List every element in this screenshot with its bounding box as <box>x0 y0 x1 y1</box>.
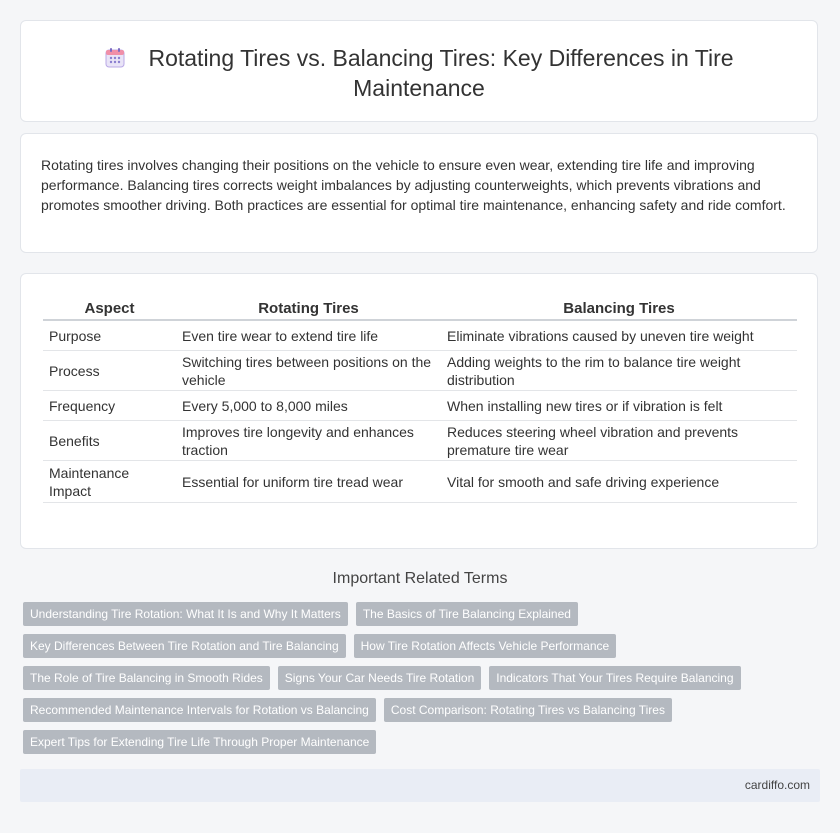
table-cell-aspect: Maintenance Impact <box>43 461 176 503</box>
table-header-row <box>43 295 797 321</box>
footer-site-link[interactable]: cardiffo.com <box>744 778 810 792</box>
related-term-tag[interactable]: Expert Tips for Extending Tire Life Through Proper Maintenance <box>23 730 376 754</box>
comparison-table <box>43 295 797 503</box>
header <box>21 43 817 103</box>
table-cell-rotating: Even tire wear to extend tire life <box>176 321 441 351</box>
intro-card <box>20 133 818 253</box>
related-term-tag[interactable]: The Basics of Tire Balancing Explained <box>356 602 578 626</box>
page-title-text: Rotating Tires vs. Balancing Tires: Key Differences in Tire Maintenance <box>148 45 734 101</box>
related-term-tag[interactable]: Key Differences Between Tire Rotation and Tire Balancing <box>23 634 346 658</box>
related-terms-list <box>23 602 803 754</box>
column-header-rotating: Rotating Tires <box>176 295 441 321</box>
table-cell-rotating: Switching tires between positions on the vehicle <box>176 351 441 391</box>
table-cell-rotating: Essential for uniform tire tread wear <box>176 461 441 503</box>
table-cell-aspect: Process <box>43 351 176 391</box>
calendar-icon <box>104 47 126 69</box>
comparison-table-card <box>20 273 818 549</box>
table-cell-aspect: Frequency <box>43 391 176 421</box>
header-card <box>20 20 818 122</box>
table-row <box>43 461 797 503</box>
related-terms-title: Important Related Terms <box>332 570 508 587</box>
column-header-aspect: Aspect <box>43 295 176 321</box>
related-term-tag[interactable]: The Role of Tire Balancing in Smooth Rides <box>23 666 270 690</box>
table-cell-balancing: Adding weights to the rim to balance tire weight distribution <box>441 351 797 391</box>
table-row <box>43 421 797 461</box>
related-term-tag[interactable]: Indicators That Your Tires Require Balancing <box>489 666 740 690</box>
related-term-tag[interactable]: Signs Your Car Needs Tire Rotation <box>278 666 481 690</box>
table-cell-balancing: Eliminate vibrations caused by uneven tire weight <box>441 321 797 351</box>
related-term-tag[interactable]: Understanding Tire Rotation: What It Is and Why It Matters <box>23 602 348 626</box>
table-cell-rotating: Every 5,000 to 8,000 miles <box>176 391 441 421</box>
table-cell-balancing: Vital for smooth and safe driving experience <box>441 461 797 503</box>
table-row <box>43 321 797 351</box>
table-cell-aspect: Benefits <box>43 421 176 461</box>
table-cell-rotating: Improves tire longevity and enhances traction <box>176 421 441 461</box>
related-term-tag[interactable]: Cost Comparison: Rotating Tires vs Balancing Tires <box>384 698 672 722</box>
table-row <box>43 351 797 391</box>
table-cell-balancing: When installing new tires or if vibration is felt <box>441 391 797 421</box>
column-header-balancing: Balancing Tires <box>441 295 797 321</box>
related-term-tag[interactable]: How Tire Rotation Affects Vehicle Performance <box>354 634 617 658</box>
related-term-tag[interactable]: Recommended Maintenance Intervals for Rotation vs Balancing <box>23 698 376 722</box>
table-row <box>43 391 797 421</box>
table-cell-balancing: Reduces steering wheel vibration and prevents premature tire wear <box>441 421 797 461</box>
intro-paragraph: Rotating tires involves changing their positions on the vehicle to ensure even wear, extending tire life and improving performance. Balancing tires corrects weight imbalances by adjusting counterweights, which prevents vibrations and promotes smoother driving. Both practices are essential for optimal tire maintenance, enhancing safety and ride comfort. <box>41 157 786 213</box>
footer <box>20 769 820 802</box>
page-title <box>69 43 769 103</box>
table-cell-aspect: Purpose <box>43 321 176 351</box>
